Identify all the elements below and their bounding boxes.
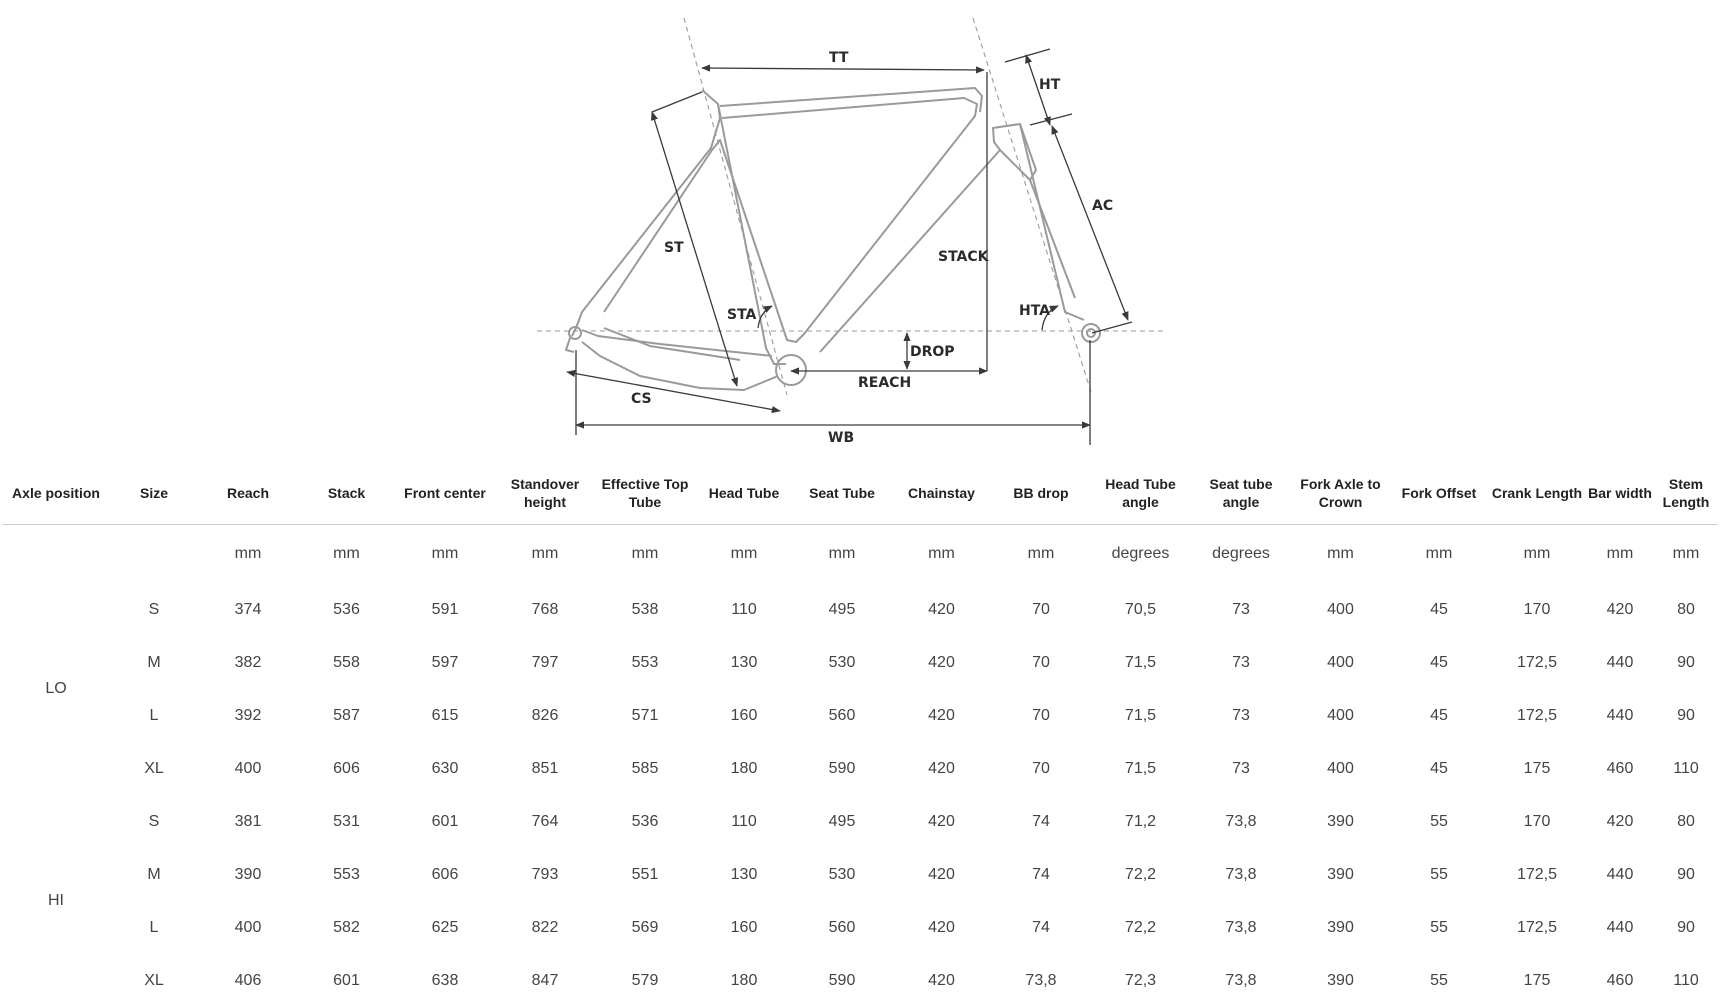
- value-cell: 440: [1586, 848, 1654, 901]
- value-cell: 822: [495, 901, 595, 954]
- value-cell: 90: [1654, 901, 1718, 954]
- value-cell: 530: [793, 636, 891, 689]
- sta-label: STA: [727, 307, 757, 323]
- value-cell: 400: [198, 742, 298, 795]
- header-effective-top-tube: Effective Top Tube: [595, 462, 695, 525]
- value-cell: 406: [198, 954, 298, 1007]
- header-head-tube: Head Tube: [695, 462, 793, 525]
- value-cell: 793: [495, 848, 595, 901]
- value-cell: 55: [1390, 901, 1488, 954]
- value-cell: 400: [1291, 689, 1390, 742]
- value-cell: 400: [1291, 636, 1390, 689]
- value-cell: 175: [1488, 954, 1586, 1007]
- value-cell: 73,8: [1191, 848, 1291, 901]
- value-cell: 45: [1390, 583, 1488, 636]
- value-cell: 390: [1291, 848, 1390, 901]
- header-bb-drop: BB drop: [992, 462, 1090, 525]
- value-cell: 392: [198, 689, 298, 742]
- value-cell: 582: [298, 901, 395, 954]
- value-cell: 73,8: [1191, 795, 1291, 848]
- seat-tube-axis-guide: [684, 18, 787, 395]
- value-cell: 597: [395, 636, 495, 689]
- value-cell: 797: [495, 636, 595, 689]
- value-cell: 390: [198, 848, 298, 901]
- value-cell: 590: [793, 954, 891, 1007]
- unit-cell: mm: [992, 525, 1090, 584]
- value-cell: 172,5: [1488, 901, 1586, 954]
- table-body: [2, 525, 1718, 1007]
- value-cell: 70: [992, 689, 1090, 742]
- ac-label: AC: [1092, 198, 1113, 214]
- axle-position-cell: LO: [2, 583, 110, 795]
- header-fork-axle-to-crown: Fork Axle to Crown: [1291, 462, 1390, 525]
- value-cell: 587: [298, 689, 395, 742]
- value-cell: 73: [1191, 636, 1291, 689]
- value-cell: 74: [992, 795, 1090, 848]
- value-cell: 400: [1291, 583, 1390, 636]
- value-cell: 601: [395, 795, 495, 848]
- value-cell: 73: [1191, 583, 1291, 636]
- value-cell: 585: [595, 742, 695, 795]
- table-row: [2, 583, 1718, 636]
- header-stem-length: Stem Length: [1654, 462, 1718, 525]
- value-cell: 45: [1390, 742, 1488, 795]
- header-stack: Stack: [298, 462, 395, 525]
- value-cell: 531: [298, 795, 395, 848]
- header-chainstay: Chainstay: [891, 462, 992, 525]
- value-cell: 764: [495, 795, 595, 848]
- header-fork-offset: Fork Offset: [1390, 462, 1488, 525]
- table-row: [2, 954, 1718, 1007]
- value-cell: 420: [891, 848, 992, 901]
- value-cell: 420: [891, 901, 992, 954]
- size-cell: M: [110, 636, 198, 689]
- value-cell: 536: [298, 583, 395, 636]
- value-cell: 440: [1586, 636, 1654, 689]
- unit-cell: mm: [595, 525, 695, 584]
- drop-label: DROP: [910, 344, 955, 360]
- value-cell: 110: [1654, 742, 1718, 795]
- value-cell: 553: [298, 848, 395, 901]
- table-row: [2, 795, 1718, 848]
- value-cell: 420: [891, 742, 992, 795]
- units-row: [2, 525, 1718, 584]
- cs-label: CS: [631, 391, 652, 407]
- value-cell: 400: [198, 901, 298, 954]
- header-reach: Reach: [198, 462, 298, 525]
- value-cell: 90: [1654, 636, 1718, 689]
- value-cell: 495: [793, 795, 891, 848]
- unit-cell: mm: [1654, 525, 1718, 584]
- value-cell: 160: [695, 901, 793, 954]
- tt-dimension-line: [702, 68, 984, 70]
- value-cell: 851: [495, 742, 595, 795]
- value-cell: 420: [891, 636, 992, 689]
- value-cell: 569: [595, 901, 695, 954]
- st-extension-top: [652, 92, 702, 112]
- unit-cell: mm: [198, 525, 298, 584]
- table-header-row: [2, 462, 1718, 525]
- unit-cell: mm: [1390, 525, 1488, 584]
- unit-cell: mm: [891, 525, 992, 584]
- value-cell: 172,5: [1488, 636, 1586, 689]
- value-cell: 390: [1291, 795, 1390, 848]
- header-head-tube-angle: Head Tube angle: [1090, 462, 1191, 525]
- bike-frame-outline: [566, 88, 1100, 390]
- header-seat-tube-angle: Seat tube angle: [1191, 462, 1291, 525]
- hta-label: HTA: [1019, 303, 1050, 319]
- size-cell: L: [110, 901, 198, 954]
- size-cell: S: [110, 795, 198, 848]
- value-cell: 440: [1586, 689, 1654, 742]
- size-cell: XL: [110, 742, 198, 795]
- value-cell: 560: [793, 689, 891, 742]
- frame-geometry-diagram: [0, 0, 1720, 450]
- header-axle-position: Axle position: [2, 462, 110, 525]
- value-cell: 74: [992, 848, 1090, 901]
- unit-cell: mm: [1488, 525, 1586, 584]
- value-cell: 420: [891, 954, 992, 1007]
- table-row: [2, 689, 1718, 742]
- value-cell: 590: [793, 742, 891, 795]
- reach-label: REACH: [858, 375, 911, 391]
- value-cell: 71,5: [1090, 742, 1191, 795]
- value-cell: 606: [298, 742, 395, 795]
- value-cell: 440: [1586, 901, 1654, 954]
- value-cell: 530: [793, 848, 891, 901]
- table-row: [2, 742, 1718, 795]
- unit-cell: mm: [1291, 525, 1390, 584]
- value-cell: 90: [1654, 848, 1718, 901]
- value-cell: 625: [395, 901, 495, 954]
- unit-cell: degrees: [1191, 525, 1291, 584]
- value-cell: 420: [891, 795, 992, 848]
- size-cell: L: [110, 689, 198, 742]
- header-standover-height: Standover height: [495, 462, 595, 525]
- value-cell: 130: [695, 636, 793, 689]
- size-cell: XL: [110, 954, 198, 1007]
- axle-position-cell: HI: [2, 795, 110, 1007]
- header-bar-width: Bar width: [1586, 462, 1654, 525]
- header-seat-tube: Seat Tube: [793, 462, 891, 525]
- value-cell: 170: [1488, 583, 1586, 636]
- value-cell: 110: [1654, 954, 1718, 1007]
- value-cell: 71,5: [1090, 689, 1191, 742]
- value-cell: 45: [1390, 689, 1488, 742]
- wb-label: WB: [828, 430, 854, 446]
- value-cell: 390: [1291, 901, 1390, 954]
- value-cell: 73: [1191, 742, 1291, 795]
- value-cell: 180: [695, 742, 793, 795]
- value-cell: 45: [1390, 636, 1488, 689]
- value-cell: 90: [1654, 689, 1718, 742]
- value-cell: 400: [1291, 742, 1390, 795]
- value-cell: 130: [695, 848, 793, 901]
- ht-label: HT: [1039, 77, 1061, 93]
- value-cell: 80: [1654, 583, 1718, 636]
- table-row: [2, 848, 1718, 901]
- value-cell: 382: [198, 636, 298, 689]
- value-cell: 55: [1390, 848, 1488, 901]
- value-cell: 420: [1586, 583, 1654, 636]
- size-cell: S: [110, 583, 198, 636]
- size-cell: M: [110, 848, 198, 901]
- value-cell: 571: [595, 689, 695, 742]
- value-cell: 71,2: [1090, 795, 1191, 848]
- units-empty-cell: [110, 525, 198, 584]
- value-cell: 71,5: [1090, 636, 1191, 689]
- header-front-center: Front center: [395, 462, 495, 525]
- value-cell: 390: [1291, 954, 1390, 1007]
- value-cell: 606: [395, 848, 495, 901]
- value-cell: 420: [891, 583, 992, 636]
- cs-dimension-line: [567, 372, 780, 411]
- value-cell: 615: [395, 689, 495, 742]
- value-cell: 420: [891, 689, 992, 742]
- value-cell: 55: [1390, 795, 1488, 848]
- geometry-table: [2, 462, 1718, 1007]
- st-label: ST: [664, 240, 684, 256]
- value-cell: 55: [1390, 954, 1488, 1007]
- value-cell: 579: [595, 954, 695, 1007]
- value-cell: 591: [395, 583, 495, 636]
- ht-extension-bottom: [1030, 114, 1072, 125]
- value-cell: 70: [992, 742, 1090, 795]
- value-cell: 601: [298, 954, 395, 1007]
- value-cell: 826: [495, 689, 595, 742]
- unit-cell: mm: [1586, 525, 1654, 584]
- value-cell: 768: [495, 583, 595, 636]
- value-cell: 72,2: [1090, 901, 1191, 954]
- value-cell: 73: [1191, 689, 1291, 742]
- value-cell: 374: [198, 583, 298, 636]
- unit-cell: degrees: [1090, 525, 1191, 584]
- value-cell: 460: [1586, 954, 1654, 1007]
- value-cell: 553: [595, 636, 695, 689]
- value-cell: 180: [695, 954, 793, 1007]
- table-row: [2, 636, 1718, 689]
- tt-label: TT: [829, 50, 849, 66]
- stack-label: STACK: [938, 249, 990, 265]
- value-cell: 847: [495, 954, 595, 1007]
- value-cell: 160: [695, 689, 793, 742]
- value-cell: 73,8: [1191, 954, 1291, 1007]
- unit-cell: mm: [395, 525, 495, 584]
- value-cell: 74: [992, 901, 1090, 954]
- value-cell: 70: [992, 583, 1090, 636]
- value-cell: 558: [298, 636, 395, 689]
- value-cell: 70: [992, 636, 1090, 689]
- value-cell: 460: [1586, 742, 1654, 795]
- value-cell: 630: [395, 742, 495, 795]
- value-cell: 560: [793, 901, 891, 954]
- value-cell: 70,5: [1090, 583, 1191, 636]
- value-cell: 172,5: [1488, 848, 1586, 901]
- value-cell: 538: [595, 583, 695, 636]
- value-cell: 536: [595, 795, 695, 848]
- value-cell: 72,2: [1090, 848, 1191, 901]
- unit-cell: mm: [298, 525, 395, 584]
- value-cell: 175: [1488, 742, 1586, 795]
- unit-cell: mm: [793, 525, 891, 584]
- value-cell: 638: [395, 954, 495, 1007]
- unit-cell: mm: [695, 525, 793, 584]
- value-cell: 73,8: [992, 954, 1090, 1007]
- value-cell: 420: [1586, 795, 1654, 848]
- value-cell: 551: [595, 848, 695, 901]
- unit-cell: mm: [495, 525, 595, 584]
- value-cell: 172,5: [1488, 689, 1586, 742]
- value-cell: 495: [793, 583, 891, 636]
- table-row: [2, 901, 1718, 954]
- value-cell: 110: [695, 583, 793, 636]
- value-cell: 381: [198, 795, 298, 848]
- value-cell: 72,3: [1090, 954, 1191, 1007]
- header-size: Size: [110, 462, 198, 525]
- value-cell: 170: [1488, 795, 1586, 848]
- ac-dimension-line: [1052, 126, 1128, 320]
- value-cell: 110: [695, 795, 793, 848]
- units-empty-cell: [2, 525, 110, 584]
- value-cell: 80: [1654, 795, 1718, 848]
- value-cell: 73,8: [1191, 901, 1291, 954]
- header-crank-length: Crank Length: [1488, 462, 1586, 525]
